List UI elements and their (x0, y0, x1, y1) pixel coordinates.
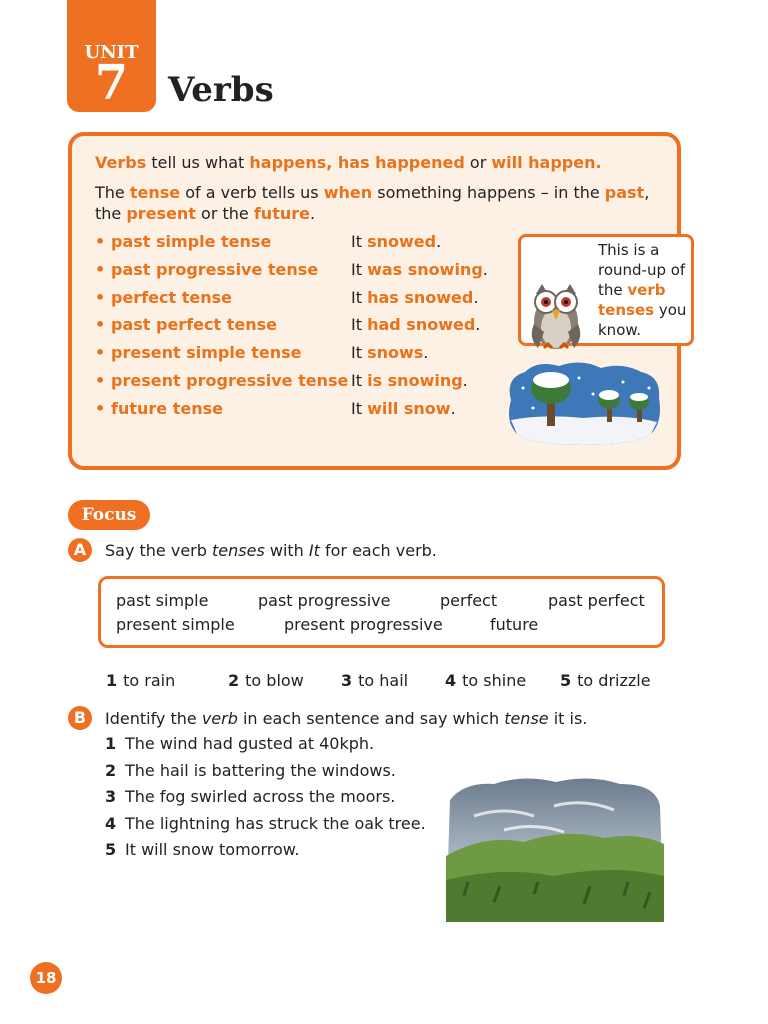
verb-text: to drizzle (577, 671, 651, 690)
text-run: something happens – in the (372, 183, 605, 202)
example-prefix: It (351, 315, 368, 335)
speech-text (598, 240, 694, 340)
example-prefix: It (351, 287, 368, 307)
tense-list (95, 232, 488, 427)
tense-item (95, 399, 488, 427)
verb-number: 5 (560, 671, 572, 690)
page-title: Verbs (168, 70, 274, 110)
tense-word-box (98, 576, 665, 648)
windy-landscape-illustration (444, 776, 666, 924)
bullet: • (95, 232, 106, 251)
snowy-trees-illustration (503, 360, 663, 446)
tense-item (95, 260, 488, 288)
sentence-text: The lightning has struck the oak tree. (125, 813, 426, 833)
tense-name: past progressive tense (111, 259, 319, 279)
text-run: It (308, 541, 320, 560)
example-prefix: It (351, 343, 368, 363)
word-box-item: present progressive (284, 615, 443, 634)
bullet: • (95, 259, 106, 279)
text-run: This is a round-up of the (598, 241, 686, 299)
sentence-text: It will snow tomorrow. (125, 840, 300, 859)
text-run: tense (129, 183, 181, 202)
word-box-item: past perfect (548, 591, 645, 610)
tense-name: past simple tense (111, 232, 272, 251)
sentence-item (105, 814, 426, 841)
example-suffix: . (475, 315, 481, 335)
text-run: present (126, 204, 196, 223)
text-run: , the (95, 183, 650, 223)
intro-line-2 (95, 182, 655, 224)
tense-item (95, 343, 488, 371)
tense-item (95, 371, 488, 399)
text-run: tell us what (146, 153, 250, 172)
word-box-item: past simple (116, 591, 209, 610)
verb-item (106, 671, 175, 690)
verb-item (445, 671, 526, 690)
example-verb: had snowed (367, 315, 476, 335)
bullet: • (95, 370, 106, 390)
question-b-instruction (105, 709, 587, 728)
tense-name: perfect tense (111, 287, 232, 307)
example-prefix: It (351, 398, 368, 418)
bullet: • (95, 315, 106, 335)
text-run: for each verb. (319, 541, 437, 560)
unit-label: UNIT (84, 42, 139, 63)
verb-number: 1 (106, 671, 118, 690)
verb-number: 3 (341, 671, 353, 690)
tense-name: present progressive tense (111, 370, 349, 390)
example-suffix: . (423, 343, 429, 363)
bullet: • (95, 287, 106, 307)
verb-item (228, 671, 304, 690)
text-run: when (323, 183, 373, 202)
verb-number: 4 (445, 671, 457, 690)
sentence-number: 5 (105, 840, 117, 859)
unit-tab (67, 0, 156, 112)
text-run: Say the verb (105, 541, 212, 560)
sentence-number: 1 (105, 734, 117, 753)
unit-number: 7 (94, 55, 129, 111)
bullet: • (95, 398, 106, 418)
sentence-text: The fog swirled across the moors. (125, 787, 396, 806)
sentence-list (105, 734, 426, 867)
sentence-text: The wind had gusted at 40kph. (125, 734, 375, 753)
verb-text: to shine (462, 671, 527, 690)
text-run: will happen. (491, 153, 602, 172)
verb-item (560, 671, 651, 690)
text-run: or the (195, 204, 254, 223)
text-run: verb (201, 709, 238, 728)
intro-line-1 (95, 153, 602, 172)
example-verb: has snowed (367, 287, 474, 307)
tense-item (95, 288, 488, 316)
owl-illustration (524, 276, 590, 352)
text-run: or (464, 153, 492, 172)
question-a-badge: A (68, 538, 92, 562)
sentence-item (105, 840, 426, 867)
text-run: past (604, 183, 645, 202)
verb-text: to rain (123, 671, 176, 690)
sentence-item (105, 761, 426, 788)
word-box-item: present simple (116, 615, 235, 634)
question-b-badge: B (68, 706, 92, 730)
tense-name: future tense (111, 398, 223, 418)
tense-name: past perfect tense (111, 315, 277, 335)
example-verb: snowed (367, 232, 437, 251)
text-run: of a verb tells us (180, 183, 324, 202)
example-prefix: It (351, 232, 368, 251)
word-box-item: future (490, 615, 539, 634)
sentence-number: 3 (105, 787, 117, 806)
example-suffix: . (436, 232, 442, 251)
verb-number: 2 (228, 671, 240, 690)
text-run: tense (504, 709, 549, 728)
sentence-text: The hail is battering the windows. (125, 760, 396, 780)
bullet: • (95, 343, 106, 363)
example-verb: was snowing (367, 259, 483, 279)
example-prefix: It (351, 370, 368, 390)
text-run: with (264, 541, 309, 560)
example-suffix: . (482, 259, 488, 279)
sentence-number: 4 (105, 813, 117, 833)
text-run: future (253, 204, 310, 223)
page-number: 18 (30, 962, 62, 994)
word-box-item: perfect (440, 591, 498, 610)
verb-text: to hail (358, 671, 409, 690)
example-prefix: It (351, 259, 368, 279)
focus-badge: Focus (68, 500, 150, 530)
example-verb: is snowing (367, 370, 463, 390)
tense-item (95, 232, 488, 260)
example-verb: snows (367, 343, 424, 363)
tense-name: present simple tense (111, 343, 302, 363)
text-run: Verbs (95, 153, 147, 172)
text-run: you know. (598, 301, 687, 339)
text-run: happens, has happened (249, 153, 465, 172)
sentence-number: 2 (105, 760, 117, 780)
question-a-instruction (105, 541, 437, 560)
example-suffix: . (462, 370, 468, 390)
example-verb: will snow (367, 398, 451, 418)
sentence-item (105, 787, 426, 814)
example-suffix: . (450, 398, 456, 418)
text-run: verb tenses (598, 281, 666, 319)
text-run: tenses (212, 541, 265, 560)
verb-text: to blow (245, 671, 304, 690)
text-run: in each sentence and say which (237, 709, 505, 728)
sentence-item (105, 734, 426, 761)
text-run: Identify the (105, 709, 202, 728)
word-box-item: past progressive (258, 591, 391, 610)
verb-item (341, 671, 408, 690)
text-run: The (95, 183, 130, 202)
tense-item (95, 315, 488, 343)
text-run: it is. (548, 709, 588, 728)
example-suffix: . (473, 287, 479, 307)
text-run: . (309, 204, 316, 223)
